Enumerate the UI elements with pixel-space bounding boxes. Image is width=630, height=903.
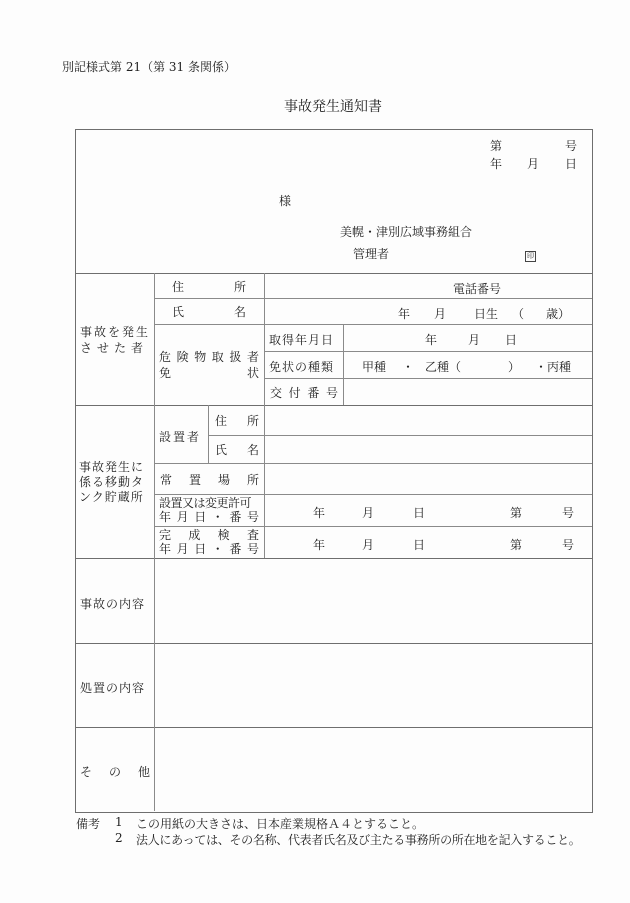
divider xyxy=(154,526,592,527)
note-2-num: 2 xyxy=(115,831,123,845)
acquired-day: 日 xyxy=(505,333,518,347)
date-month: 月 xyxy=(527,157,540,171)
inspection-label-line1: 完 成 検 査 xyxy=(159,528,259,542)
number-suffix: 号 xyxy=(565,139,578,153)
birth-month: 月 xyxy=(434,307,447,321)
divider xyxy=(75,273,592,274)
installer-name-label: 氏 名 xyxy=(215,443,259,457)
note-2-text: 法人にあっては、その名称、代表者氏名及び主たる事務所の所在地を記入すること。 xyxy=(136,833,581,847)
age-open: （ xyxy=(512,307,525,321)
permit-label-line2: 年 月 日 ・ 番 号 xyxy=(159,510,259,524)
other-label: そ の 他 xyxy=(80,764,150,779)
form-id: 別記様式第 21（第 31 条関係） xyxy=(62,60,236,74)
acquired-year: 年 xyxy=(425,333,438,347)
divider xyxy=(208,435,592,436)
inspection-no-prefix: 第 xyxy=(510,538,523,552)
issuer-title: 管理者 xyxy=(353,247,390,261)
installer-label: 設置者 xyxy=(159,430,202,444)
divider xyxy=(264,324,592,325)
date-year: 年 xyxy=(490,157,503,171)
divider xyxy=(264,273,265,558)
section1-label-line1: 事故を発生 xyxy=(80,325,151,339)
divider xyxy=(154,324,264,325)
birth-year: 年 xyxy=(398,307,411,321)
number-prefix: 第 xyxy=(490,139,503,153)
divider xyxy=(75,558,592,559)
divider xyxy=(154,494,592,495)
permit-no-prefix: 第 xyxy=(510,506,523,520)
age-label: 歳） xyxy=(546,307,571,321)
acquired-month: 月 xyxy=(468,333,481,347)
permit-no-suffix: 号 xyxy=(562,506,575,520)
license-type-dot: ・ xyxy=(402,360,415,374)
page-title: 事故発生通知書 xyxy=(284,99,382,115)
divider xyxy=(75,643,592,644)
permit-label-line1: 設置又は変更許可 xyxy=(159,496,252,510)
divider xyxy=(343,324,344,405)
date-day: 日 xyxy=(565,157,578,171)
permit-month: 月 xyxy=(362,506,375,520)
permit-year: 年 xyxy=(313,506,326,520)
license-type-a: 甲種 xyxy=(362,360,387,374)
issue-number-label: 交 付 番 号 xyxy=(270,385,338,400)
address-label: 住 所 xyxy=(172,279,246,294)
divider xyxy=(75,405,592,406)
seal-mark: 印 xyxy=(527,252,534,260)
notes-heading: 備考 xyxy=(76,817,101,831)
license-type-b: 乙種（ xyxy=(425,360,462,374)
inspection-year: 年 xyxy=(313,538,326,552)
issuer-org: 美幌・津別広域事務組合 xyxy=(340,225,473,239)
form-table xyxy=(75,129,593,813)
accident-content-label: 事故の内容 xyxy=(80,597,146,611)
license-label-line1: 危 険 物 取 扱 者 xyxy=(159,350,259,364)
license-type-c: ・丙種 xyxy=(535,360,572,374)
license-type-label: 免状の種類 xyxy=(269,360,335,374)
inspection-label-line2: 年 月 日 ・ 番 号 xyxy=(159,542,259,556)
section2-label-line1: 事故発生に xyxy=(79,460,145,474)
license-label-line2: 免 状 xyxy=(159,366,259,380)
note-1-num: 1 xyxy=(115,815,123,829)
section1-label-line2: させた者 xyxy=(80,341,149,355)
addressee-suffix: 様 xyxy=(279,194,292,208)
license-type-close: ） xyxy=(508,360,521,374)
permit-day: 日 xyxy=(413,506,426,520)
divider xyxy=(208,405,209,463)
section2-label-line3: ンク貯蔵所 xyxy=(79,490,144,504)
divider xyxy=(75,727,592,728)
phone-label: 電話番号 xyxy=(453,282,502,296)
note-1-text: この用紙の大きさは、日本産業規格Ａ４とすること。 xyxy=(136,817,425,831)
location-label: 常 置 場 所 xyxy=(160,472,259,487)
acquired-label: 取得年月日 xyxy=(269,333,335,347)
divider xyxy=(154,273,155,811)
measures-label: 処置の内容 xyxy=(80,681,146,695)
section2-label-line2: 係る移動タ xyxy=(79,475,145,489)
installer-address-label: 住 所 xyxy=(215,414,259,428)
inspection-no-suffix: 号 xyxy=(562,538,575,552)
name-label: 氏 名 xyxy=(172,305,246,319)
inspection-month: 月 xyxy=(362,538,375,552)
divider xyxy=(264,351,592,352)
birth-day: 日生 xyxy=(474,307,499,321)
inspection-day: 日 xyxy=(413,538,426,552)
